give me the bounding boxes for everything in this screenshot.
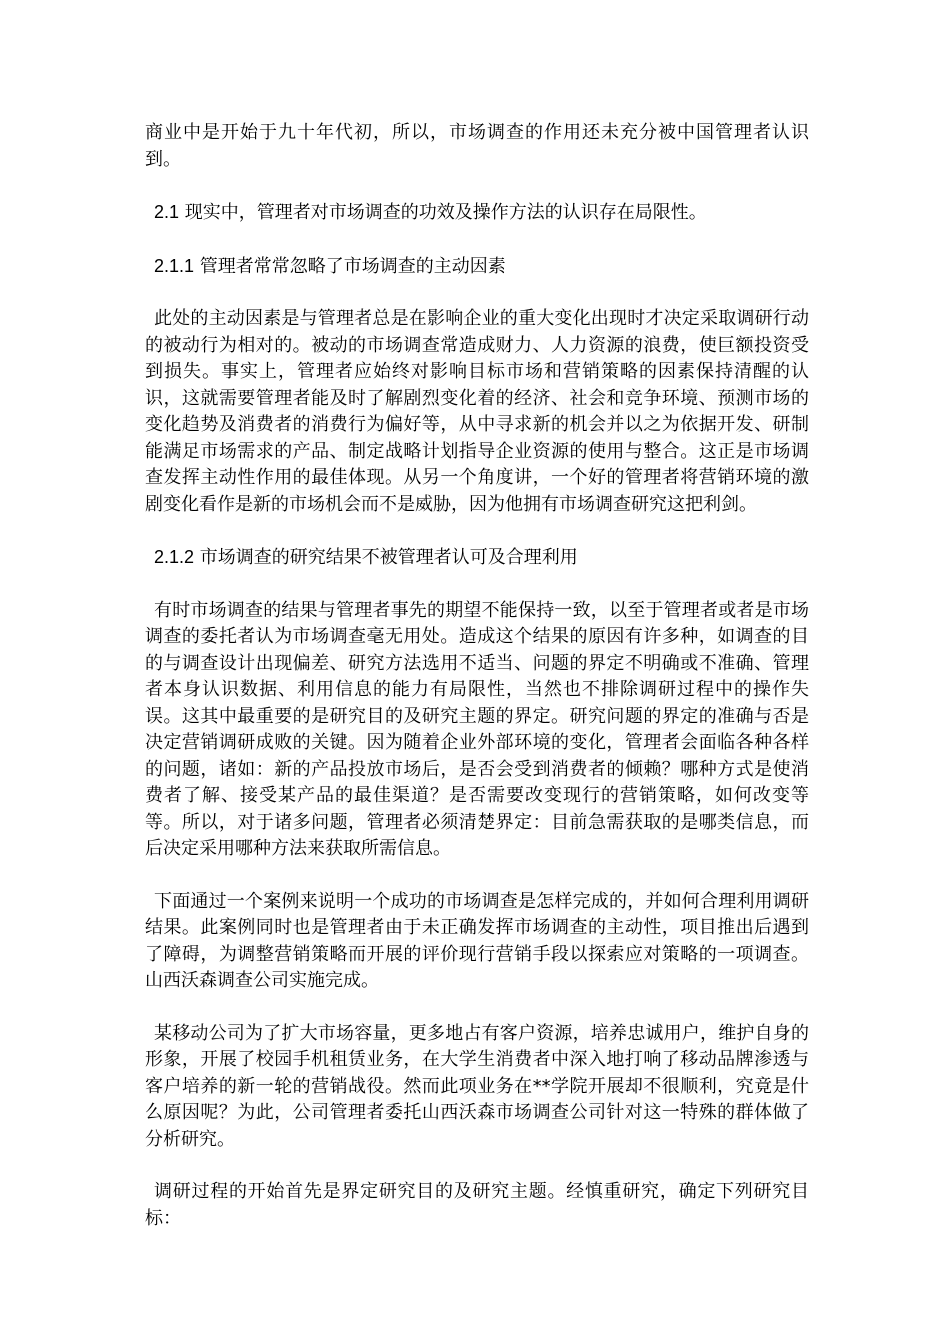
paragraph-research-goal: 调研过程的开始首先是界定研究目的及研究主题。经慎重研究，确定下列研究目标： (145, 1181, 809, 1229)
section-heading-2-1-2 (145, 544, 809, 572)
paragraph-results-usage: 有时市场调查的结果与管理者事先的期望不能保持一致，以至于管理者或者是市场调查的委托者认为市场调查毫无用处。造成这个结果的原因有许多种，如调查的目的与调查设计出现偏差、研究方法选用不适当、问题的界定不明确或不准确、管理者本身认识数据、利用信息的能力有局限性，当然也不排除调研过程中的操作失误。这其中最重要的是研究目的及研究主题的界定。研究问题的界定的准确与否是决定营销调研成败的关键。因为随着企业外部环境的变化，管理者会面临各种各样的问题，诸如：新的产品投放市场后，是否会受到消费者的倾赖？哪种方式是使消费者了解、接受某产品的最佳渠道？是否需要改变现行的营销策略，如何改变等等。所以，对于诸多问题，管理者必须清楚界定：目前急需获取的是哪类信息，而后决定采用哪种方法来获取所需信息。 (145, 599, 809, 859)
section-heading-2-1-1 (145, 253, 809, 281)
section-title: 市场调查的研究结果不被管理者认可及合理利用 (199, 547, 578, 568)
paragraph-case-intro: 下面通过一个案例来说明一个成功的市场调查是怎样完成的，并如何合理利用调研结果。此案例同时也是管理者由于未正确发挥市场调查的主动性，项目推出后遇到了障碍，为调整营销策略而开展的评价现行营销手段以探索应对策略的一项调查。山西沃森调查公司实施完成。 (145, 890, 809, 991)
section-number: 2.1.2 (154, 547, 195, 567)
section-heading-2-1 (145, 199, 809, 227)
document-page (145, 120, 809, 1258)
paragraph-active-factor: 此处的主动因素是与管理者总是在影响企业的重大变化出现时才决定采取调研行动的被动行为相对的。被动的市场调查常造成财力、人力资源的浪费，使巨额投资受到损失。事实上，管理者应始终对影响目标市场和营销策略的因素保持清醒的认识，这就需要管理者能及时了解剧烈变化着的经济、社会和竞争环境、预测市场的变化趋势及消费者的消费行为偏好等，从中寻求新的机会并以之为依据开发、研制能满足市场需求的产品、制定战略计划指导企业资源的使用与整合。这正是市场调查发挥主动性作用的最佳体现。从另一个角度讲，一个好的管理者将营销环境的激剧变化看作是新的市场机会而不是威胁，因为他拥有市场调查研究这把利剑。 (145, 308, 809, 515)
paragraph-intro: 商业中是开始于九十年代初，所以，市场调查的作用还未充分被中国管理者认识到。 (145, 122, 809, 170)
section-title: 现实中，管理者对市场调查的功效及操作方法的认识存在局限性。 (184, 202, 707, 223)
section-number: 2.1.1 (154, 255, 195, 276)
section-number: 2.1 (154, 202, 180, 222)
paragraph-case-background: 某移动公司为了扩大市场容量，更多地占有客户资源，培养忠诚用户，维护自身的形象，开展了校园手机租赁业务，在大学生消费者中深入地打响了移动品牌渗透与客户培养的新一轮的营销战役。然而此项业务在**学院开展却不很顺利，究竟是什么原因呢？为此，公司管理者委托山西沃森市场调查公司针对这一特殊的群体做了分析研究。 (145, 1022, 809, 1150)
section-title: 管理者常常忽略了市场调查的主动因素 (199, 255, 506, 277)
